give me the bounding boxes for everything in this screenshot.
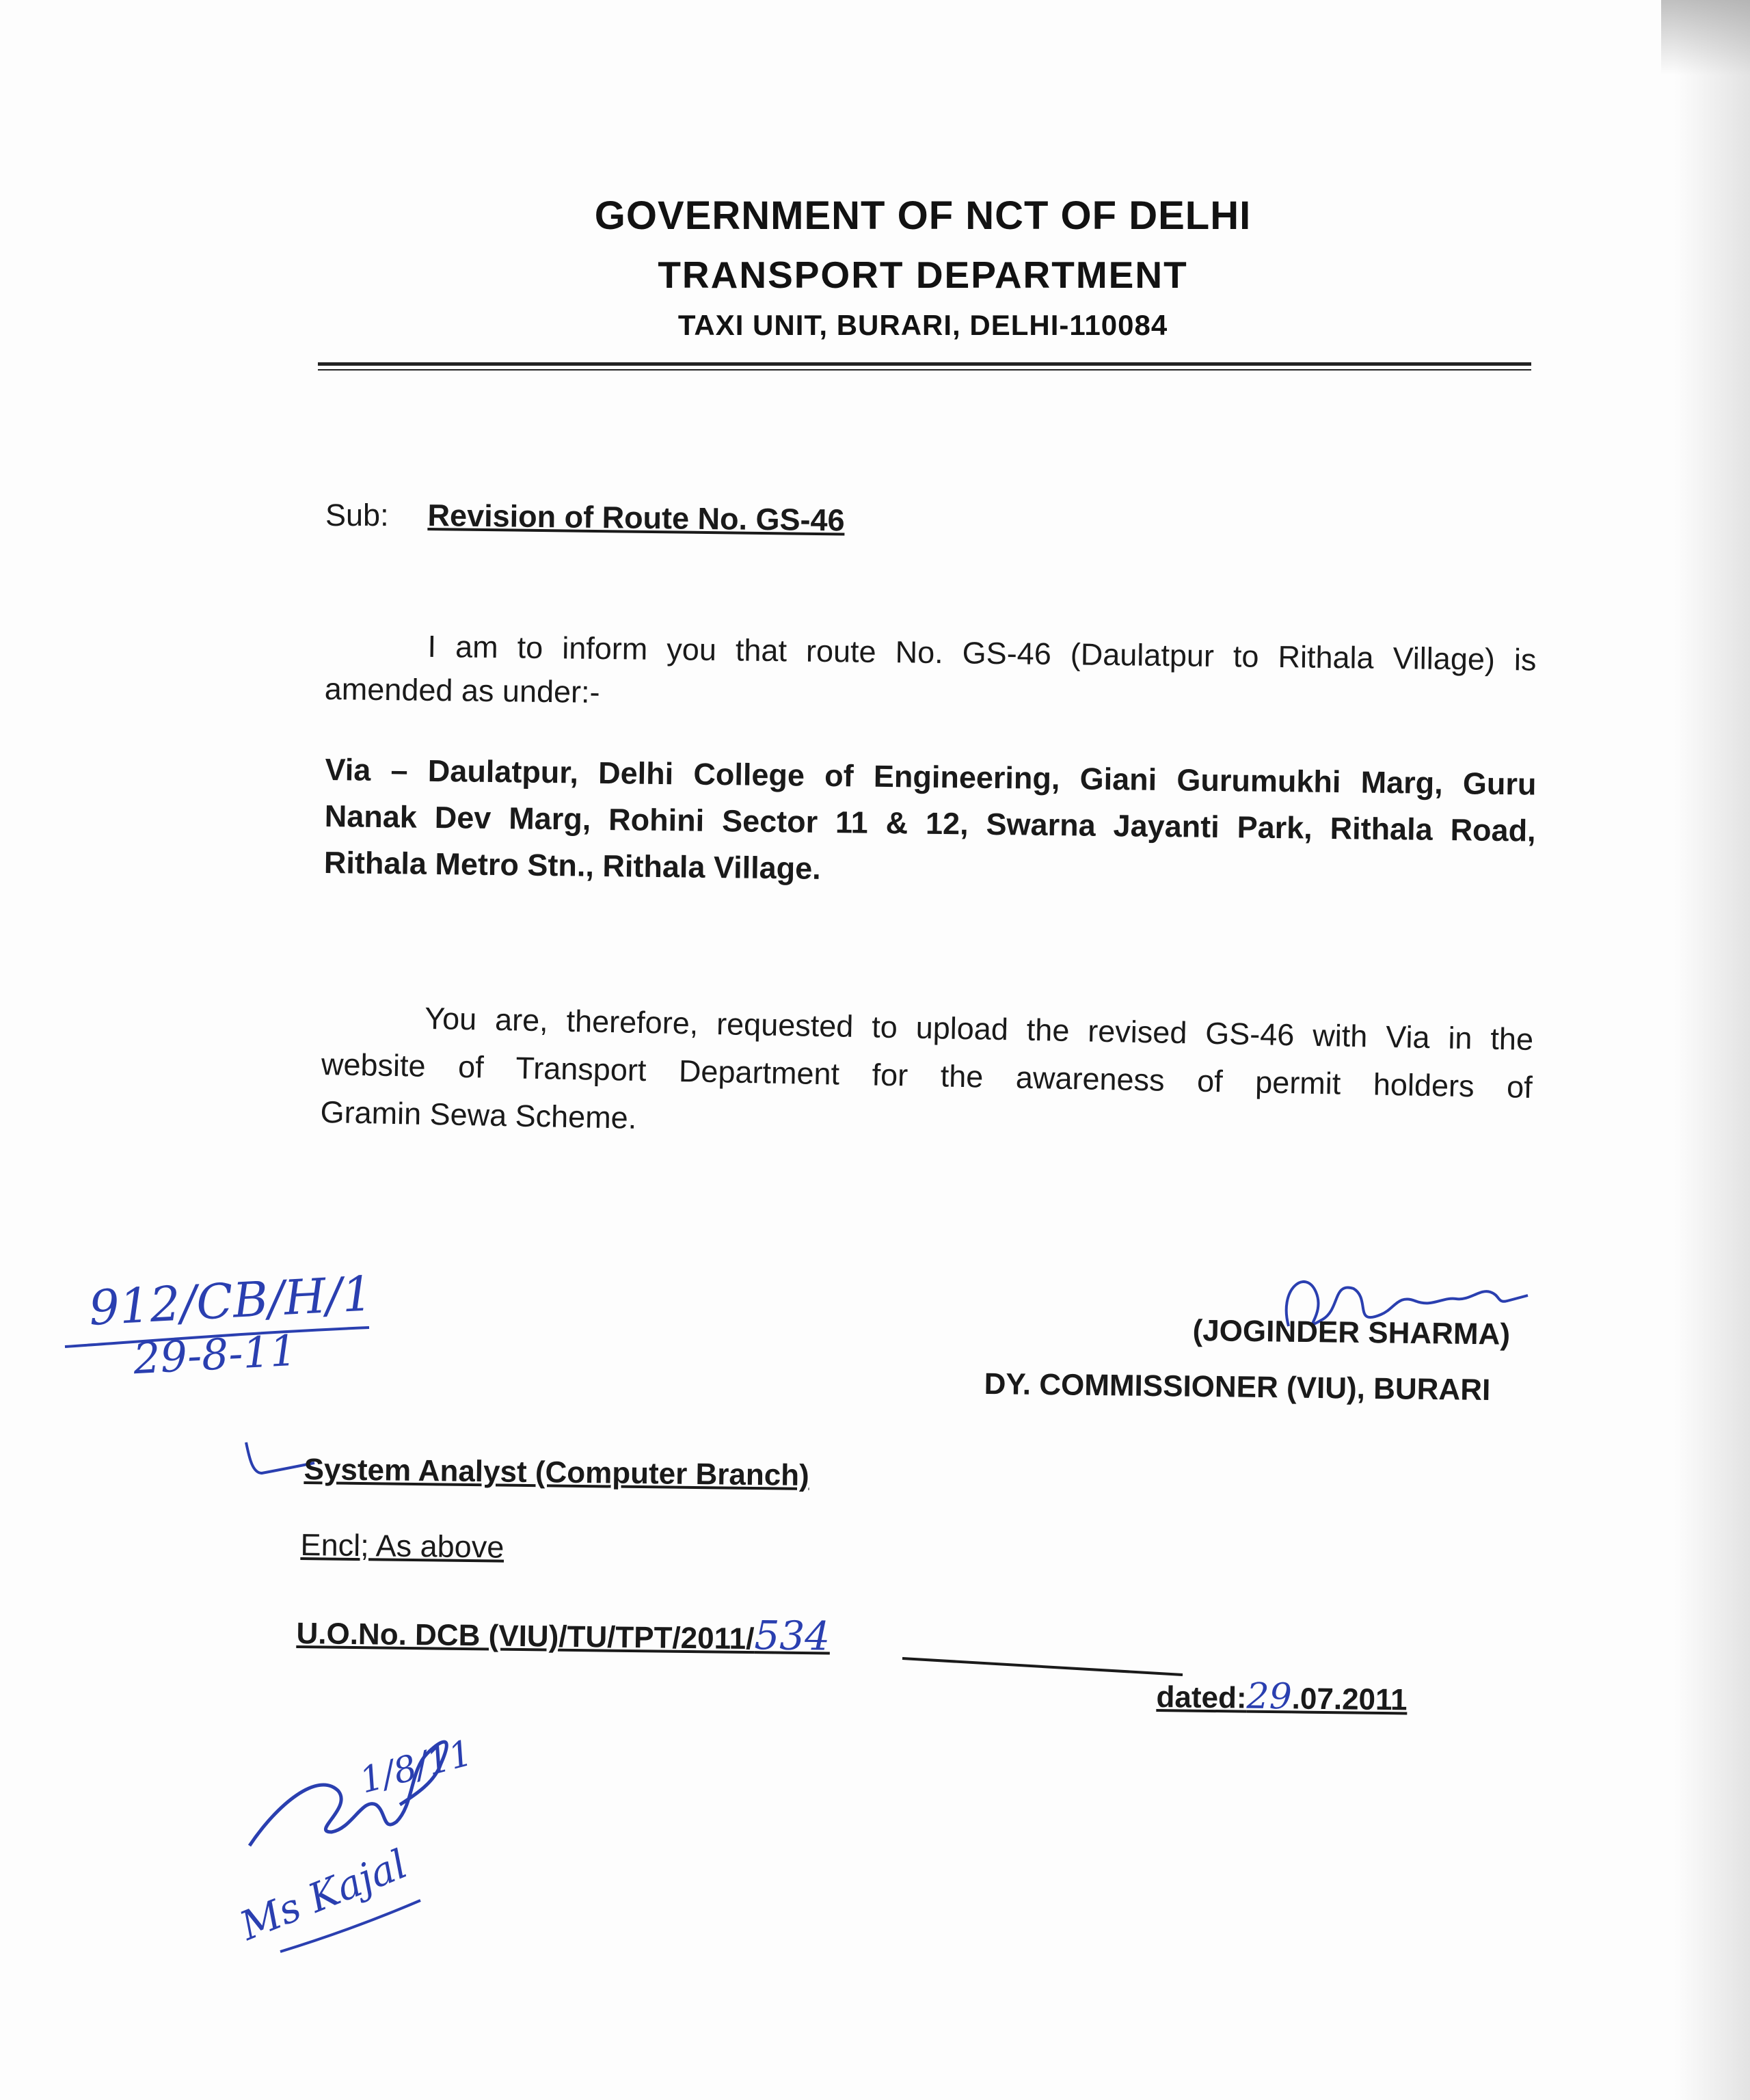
header-address: TAXI UNIT, BURARI, DELHI-110084 [677, 309, 1168, 341]
handwritten-initials-date: 1/8/11 [355, 1732, 477, 1802]
paragraph-request-line: Gramin Sewa Scheme. [320, 1094, 637, 1135]
paragraph-request [320, 993, 1534, 1159]
route-via [324, 746, 1537, 901]
paragraph-intro-line: amended as under:- [324, 671, 600, 710]
header-government: GOVERNMENT OF NCT OF DELHI [594, 193, 1252, 238]
uo-number-prefix: U.O.No. DCB (VIU)/TU/TPT/2011/ [296, 1616, 755, 1656]
handwritten-uo-suffix: 534 [754, 1612, 831, 1660]
dated-rest: .07.2011 [1291, 1682, 1408, 1717]
subject-label: Sub: [325, 498, 389, 533]
handwritten-diary-number: 912/CB/H/1 [88, 1265, 374, 1336]
signatory-designation: DY. COMMISSIONER (VIU), BURARI [984, 1367, 1491, 1408]
paragraph-request-line: website of Transport Department for the awareness of permit holders of [321, 1046, 1533, 1105]
dated-label: dated: [1156, 1680, 1247, 1715]
uo-number [296, 1608, 830, 1662]
paragraph-intro [324, 623, 1536, 726]
uo-number-underline [902, 1654, 1189, 1682]
handwritten-date-day: 29 [1246, 1675, 1293, 1718]
handwritten-diary-underline [62, 1319, 376, 1354]
addressee: System Analyst (Computer Branch) [304, 1452, 810, 1493]
header-rule-thick [318, 362, 1531, 366]
header-rule-thin [318, 369, 1531, 371]
signatory-name: (JOGINDER SHARMA) [1192, 1313, 1511, 1351]
route-via-line: Via – Daulatpur, Delhi College of Engineering, Giani Gurumukhi Marg, Guru [325, 751, 1537, 802]
paragraph-request-line: You are, therefore, requested to upload the revised GS-46 with Via in the [424, 1000, 1534, 1058]
header-department: TRANSPORT DEPARTMENT [658, 254, 1188, 296]
page-corner-shadow [1661, 0, 1750, 75]
recipient-underline [277, 1897, 427, 1958]
handwritten-diary-date: 29-8-11 [132, 1325, 298, 1384]
subject-text: Revision of Route No. GS-46 [427, 497, 845, 538]
dated [1156, 1673, 1408, 1722]
enclosure: Encl; As above [300, 1526, 504, 1565]
handwritten-recipient-name: Ms Kajal [233, 1840, 414, 1950]
route-via-line: Rithala Metro Stn., Rithala Village. [323, 844, 821, 886]
route-via-line: Nanak Dev Marg, Rohini Sector 11 & 12, Swarna Jayanti Park, Rithala Road, [324, 798, 1536, 848]
paragraph-intro-line: I am to inform you that route No. GS-46 (Daulatpur to Rithala Village) is [427, 628, 1537, 677]
